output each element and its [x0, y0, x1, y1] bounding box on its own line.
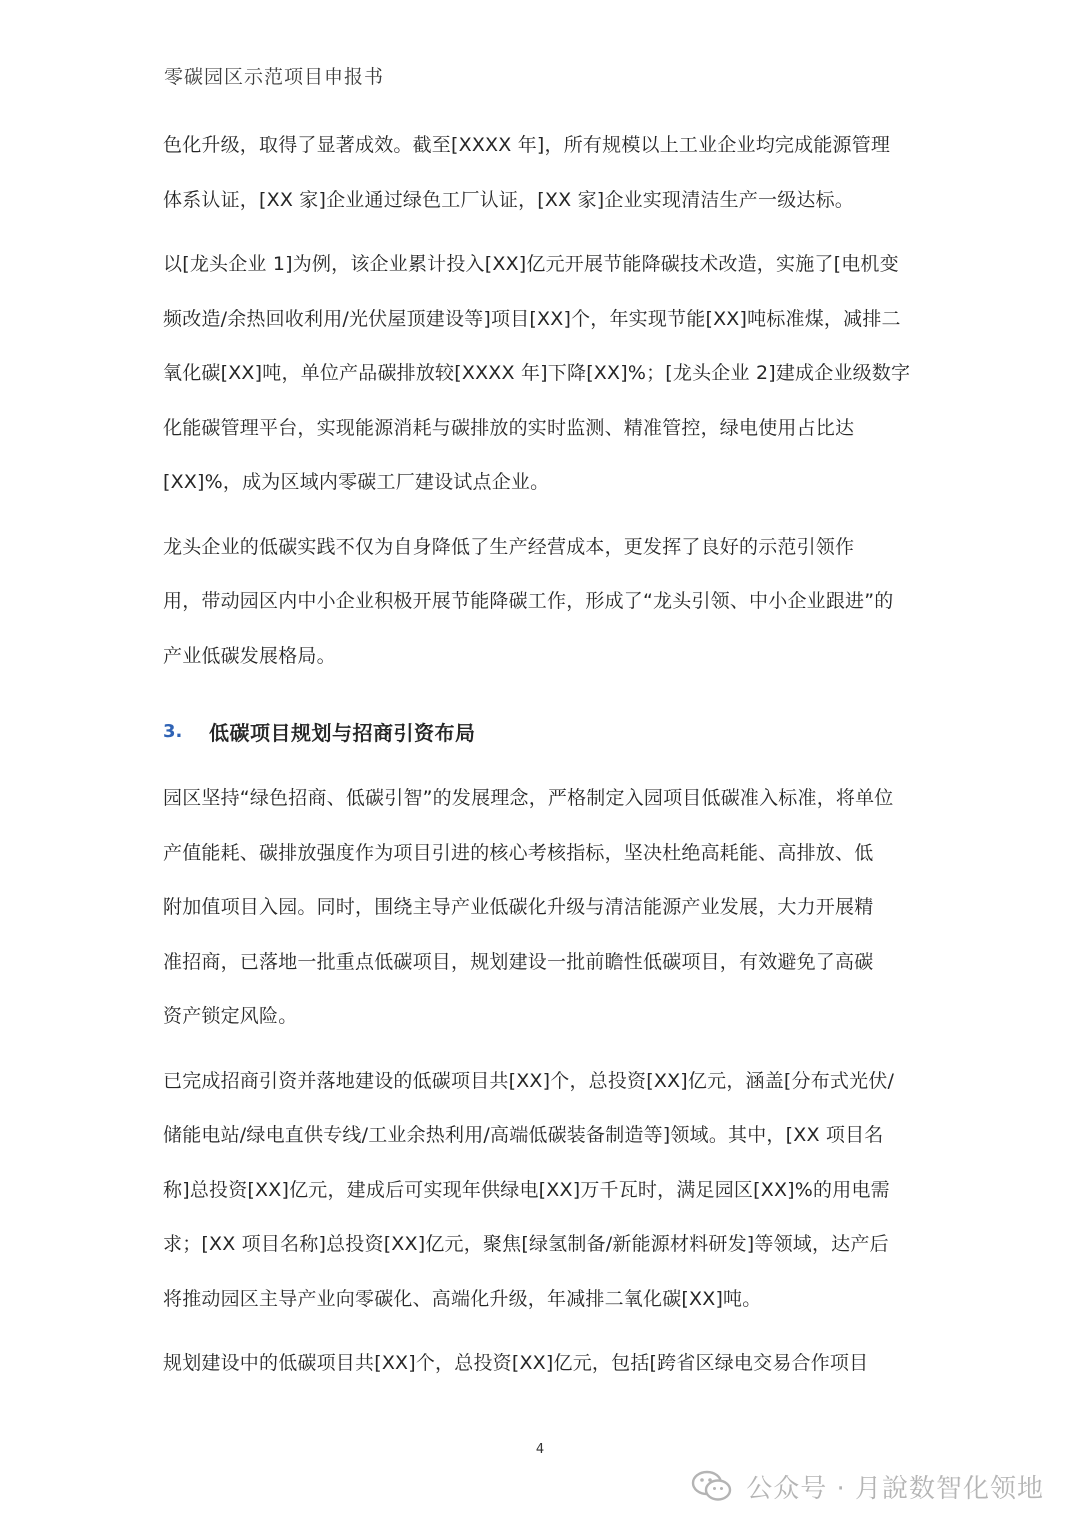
paragraph-3 [163, 520, 923, 684]
paragraph-1 [163, 118, 923, 227]
text-line: 已完成招商引资并落地建设的低碳项目共[XX]个，总投资[XX]亿元，涵盖[分布式光伏/ [163, 1069, 895, 1092]
section-paragraph-2 [163, 1054, 923, 1327]
text-line: 产业低碳发展格局。 [163, 644, 336, 667]
section-number: 3. [163, 720, 183, 742]
text-line: 园区坚持“绿色招商、低碳引智”的发展理念，严格制定入园项目低碳准入标准，将单位 [163, 787, 894, 809]
text-line: 频改造/余热回收利用/光伏屋顶建设等]项目[XX]个，年实现节能[XX]吨标准煤，减排二 [163, 307, 901, 330]
text-line: 氧化碳[XX]吨，单位产品碳排放较[XXXX 年]下降[XX]%；[龙头企业 2]建成企业级数字 [163, 362, 911, 384]
text-line: 将推动园区主导产业向零碳化、高端化升级，年减排二氧化碳[XX]吨。 [163, 1287, 762, 1310]
text-line: 产值能耗、碳排放强度作为项目引进的核心考核指标，坚决杜绝高耗能、高排放、低 [163, 841, 874, 864]
text-line: 化能碳管理平台，实现能源消耗与碳排放的实时监测、精准管控，绿电使用占比达 [163, 416, 855, 439]
text-line: 以[龙头企业 1]为例，该企业累计投入[XX]亿元开展节能降碳技术改造，实施了[电机变 [163, 253, 899, 275]
text-line: 求；[XX 项目名称]总投资[XX]亿元，聚焦[绿氢制备/新能源材料研发]等领域，达产后 [163, 1233, 889, 1255]
text-line: 色化升级，取得了显著成效。截至[XXXX 年]，所有规模以上工业企业均完成能源管理 [163, 134, 891, 156]
text-line: 用，带动园区内中小企业积极开展节能降碳工作，形成了“龙头引领、中小企业跟进”的 [163, 590, 894, 612]
text-line: 龙头企业的低碳实践不仅为自身降低了生产经营成本，更发挥了良好的示范引领作 [163, 535, 855, 558]
paragraph-2 [163, 237, 923, 510]
text-line: 附加值项目入园。同时，围绕主导产业低碳化升级与清洁能源产业发展，大力开展精 [163, 896, 874, 918]
text-line: 称]总投资[XX]亿元，建成后可实现年供绿电[XX]万千瓦时，满足园区[XX]%的用电需 [163, 1178, 890, 1201]
document-body [163, 118, 923, 1401]
watermark-text: 公众号 · 月說数智化领地 [746, 1473, 1044, 1504]
text-line: 储能电站/绿电直供专线/工业余热利用/高端低碳装备制造等]领域。其中，[XX 项目名 [163, 1124, 884, 1146]
section-title: 低碳项目规划与招商引资布局 [209, 720, 476, 745]
wechat-icon [690, 1468, 734, 1504]
section-paragraph-1 [163, 771, 923, 1044]
watermark [690, 1462, 1044, 1510]
text-line: 体系认证，[XX 家]企业通过绿色工厂认证，[XX 家]企业实现清洁生产一级达标。 [163, 188, 854, 211]
section-paragraph-3 [163, 1336, 923, 1391]
text-line: 资产锁定风险。 [163, 1005, 298, 1027]
text-line: 准招商，已落地一批重点低碳项目，规划建设一批前瞻性低碳项目，有效避免了高碳 [163, 950, 874, 973]
section-heading [163, 703, 923, 759]
page-number: 4 [535, 1442, 545, 1457]
text-line: [XX]%，成为区域内零碳工厂建设试点企业。 [163, 471, 550, 493]
text-line: 规划建设中的低碳项目共[XX]个，总投资[XX]亿元，包括[跨省区绿电交易合作项目 [163, 1352, 869, 1374]
page-header-title: 零碳园区示范项目申报书 [164, 66, 385, 88]
